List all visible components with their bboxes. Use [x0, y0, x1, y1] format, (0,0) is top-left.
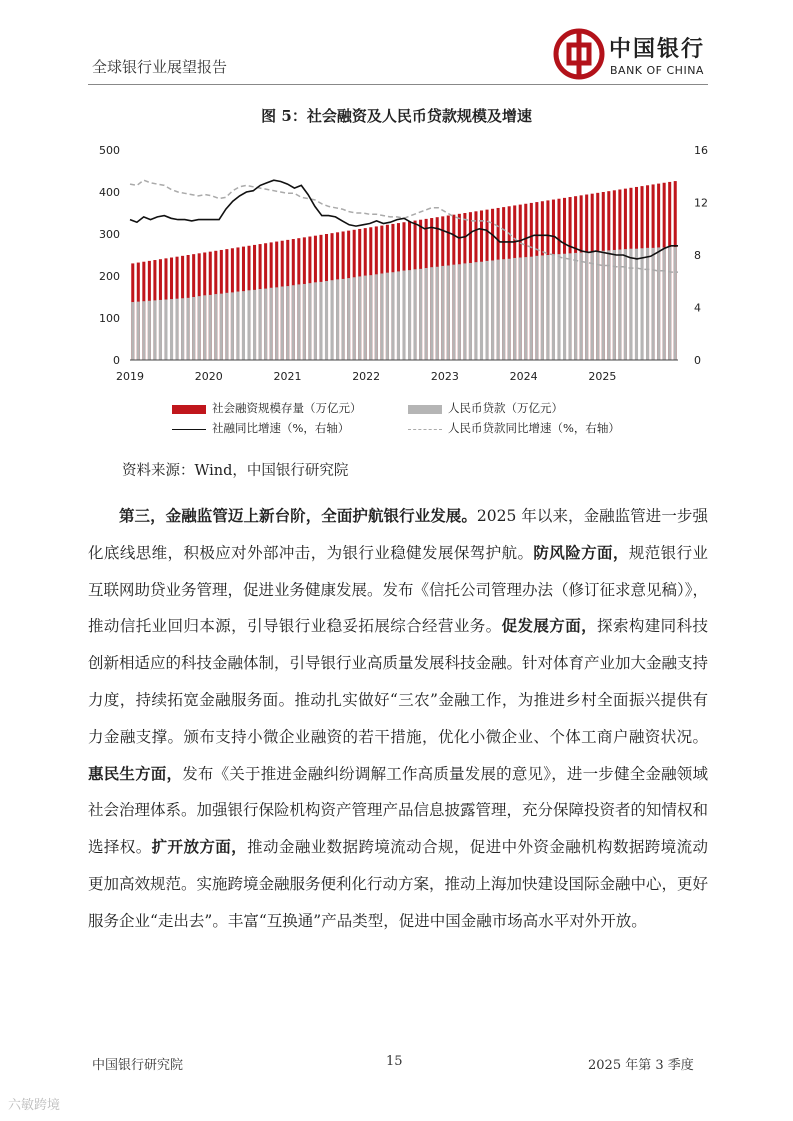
figure-caption: 图 5：社会融资及人民币贷款规模及增速 [261, 107, 532, 125]
loan-bar [319, 282, 322, 360]
loan-bar [469, 263, 472, 360]
x-tick-label: 2022 [352, 370, 381, 383]
loan-bar [668, 247, 671, 360]
loan-bar [563, 254, 566, 360]
loan-bar [281, 287, 284, 361]
loan-bar [203, 295, 206, 360]
y-left-tick-label: 200 [99, 270, 120, 283]
loan-bar [646, 248, 649, 360]
loan-bar [264, 289, 267, 360]
loan-bar [325, 281, 328, 360]
loan-bar [148, 301, 151, 360]
y-right-tick-label: 16 [694, 144, 708, 157]
legend-line-tsf-growth [172, 429, 206, 430]
loan-bar [176, 299, 179, 360]
loan-bar [336, 279, 339, 360]
loan-bar [275, 287, 278, 360]
loan-bar [602, 251, 605, 360]
loan-bar [524, 257, 527, 360]
loan-bar [181, 298, 184, 360]
body-text-3: 探索构建同科技创新相适应的科技金融体制，引导银行业高质量发展科技金融。针对体育产业加大金融支持力度，持续拓宽金融服务面。推动扎实做好“三农”金融工作，为推进乡村全面振兴提供有力金融支撑。颁布支持小微企业融资的若干措施，优化小微企业、个体工商户融资状况。 [88, 617, 709, 746]
loan-bar [247, 290, 250, 360]
loan-bar [580, 252, 583, 360]
x-tick-label: 2025 [588, 370, 617, 383]
loan-bar [447, 266, 450, 361]
report-title: 全球银行业展望报告 [92, 58, 228, 76]
loan-bar [342, 279, 345, 360]
loan-bar [380, 273, 383, 360]
loan-bar [131, 302, 134, 360]
loan-bar [198, 296, 201, 360]
loan-bar [142, 301, 145, 360]
loan-bar [364, 276, 367, 360]
loan-bar [137, 302, 140, 360]
loan-bar [419, 269, 422, 360]
y-left-tick-label: 300 [99, 228, 120, 241]
lead-sentence: 第三，金融监管迈上新台阶，全面护航银行业发展。 [119, 506, 477, 525]
loan-bar [574, 253, 577, 360]
loan-bar [541, 255, 544, 360]
loan-bar [153, 300, 156, 360]
loan-bar [663, 247, 666, 360]
loan-bar [391, 272, 394, 360]
loan-bar [480, 262, 483, 360]
loan-bar [270, 288, 273, 360]
body-text-4: 发布《关于推进金融纠纷调解工作高质量发展的意见》，进一步健全金融领域社会治理体系。加强银行保险机构资产管理产品信息披露管理，充分保障投资者的知情权和选择权。 [88, 764, 709, 857]
legend-item-loan-growth [408, 420, 620, 436]
loan-bar [353, 277, 356, 360]
loan-bar [414, 269, 417, 360]
loan-bar [491, 260, 494, 360]
data-source: 资料来源：Wind，中国银行研究院 [122, 463, 349, 479]
loan-bar [557, 254, 560, 360]
loan-bar [607, 250, 610, 360]
logo-chinese-name: 中国银行 [609, 36, 706, 62]
loan-bar [458, 264, 461, 360]
body-text-5: 推动金融业数据跨境流动合规，促进中外资金融机构数据跨境流动更加高效规范。实施跨境金融服务便利化行动方案，推动上海加快建设国际金融中心，更好服务企业“走出去”。丰富“互换通”产品类型，促进中国金融市场高水平对外开放。 [88, 838, 709, 930]
legend-item-loans [408, 400, 563, 416]
loan-bar [159, 300, 162, 360]
loan-bar [402, 271, 405, 360]
loan-bar [513, 258, 516, 360]
loan-bar [640, 248, 643, 360]
legend-item-tsf-growth [172, 420, 349, 436]
legend-line-loan-growth [408, 429, 442, 430]
loan-bar [220, 294, 223, 360]
loan-bar [519, 258, 522, 360]
loan-bar [347, 278, 350, 360]
legend-swatch-tsf [172, 405, 206, 414]
x-tick-label: 2024 [509, 370, 538, 383]
subheading-livelihood: 惠民生方面， [88, 763, 183, 783]
financing-chart [88, 135, 708, 385]
body-paragraph [88, 498, 708, 940]
y-left-tick-label: 100 [99, 312, 120, 325]
loan-bar [624, 249, 627, 360]
x-tick-label: 2021 [273, 370, 302, 383]
loan-bar [303, 284, 306, 360]
legend-label-tsf: 社会融资规模存量（万亿元） [212, 401, 362, 415]
header-divider [88, 84, 708, 85]
legend-item-tsf [172, 400, 362, 416]
loan-bar [657, 247, 660, 360]
loan-bar [436, 267, 439, 360]
loan-bar [369, 275, 372, 360]
loan-bar [170, 299, 173, 360]
loan-bar [209, 295, 212, 360]
loan-bar [430, 267, 433, 360]
y-left-tick-label: 500 [99, 144, 120, 157]
subheading-opening: 扩开放方面， [151, 837, 248, 857]
loan-bar [214, 294, 217, 360]
loan-bar [314, 282, 317, 360]
footer-period: 2025 年第 3 季度 [588, 1058, 694, 1073]
y-right-tick-label: 4 [694, 301, 701, 315]
loan-bar [164, 300, 167, 360]
loan-bar [497, 260, 500, 360]
loan-bar [408, 270, 411, 360]
bank-logo [553, 26, 713, 82]
y-right-tick-label: 12 [694, 196, 708, 210]
loan-bar [253, 290, 256, 360]
loan-bar [530, 257, 533, 360]
loan-bar [569, 253, 572, 360]
loan-bar [397, 271, 400, 360]
body-text-2: 规范银行业互联网助贷业务管理，促进业务健康发展。发布《信托公司管理办法（修订征求意见稿）》，推动信托业回归本源，引导银行业稳妥拓展综合经营业务。 [88, 543, 709, 636]
x-tick-label: 2023 [430, 370, 459, 383]
loan-bar [425, 268, 428, 360]
loan-bar [535, 256, 538, 360]
legend-label-loan-growth: 人民币贷款同比增速（%，右轴） [448, 421, 620, 435]
loan-bar [452, 265, 455, 360]
loan-bar [585, 252, 588, 360]
loan-bar [629, 249, 632, 360]
legend-label-tsf-growth: 社融同比增速（%，右轴） [212, 421, 350, 435]
loan-bar [259, 289, 262, 360]
footer-org: 中国银行研究院 [92, 1058, 184, 1073]
loan-bar [231, 292, 234, 360]
loan-bar [508, 259, 511, 360]
loan-bar [187, 298, 190, 360]
loan-bar [236, 292, 239, 360]
loan-bar [242, 291, 245, 360]
loan-bar [486, 261, 489, 360]
loan-bar [463, 263, 466, 360]
logo-english-name: BANK OF CHINA [610, 64, 704, 77]
loan-bar [297, 284, 300, 360]
loan-bar [674, 247, 677, 360]
loan-bar [286, 286, 289, 360]
legend-label-loans: 人民币贷款（万亿元） [448, 401, 563, 415]
loan-bar [358, 276, 361, 360]
loan-bar [591, 252, 594, 360]
loan-bar [441, 266, 444, 360]
y-left-tick-label: 400 [99, 186, 120, 199]
loan-bar [635, 249, 638, 360]
loan-bar [552, 255, 555, 360]
body-text-1: 2025 年以来，金融监管进一步强化底线思维，积极应对外部冲击，为银行业稳健发展保驾护航。 [88, 507, 708, 562]
loan-bar [375, 274, 378, 360]
y-right-tick-label: 0 [694, 354, 701, 367]
y-left-tick-label: 0 [113, 354, 120, 367]
loan-bar [225, 293, 228, 360]
loan-bar [474, 262, 477, 360]
loan-bar [308, 283, 311, 360]
loan-bar [386, 273, 389, 360]
page-number: 15 [386, 1054, 403, 1069]
x-tick-label: 2020 [194, 370, 223, 383]
bank-logo-icon [553, 28, 605, 80]
loan-bar [652, 248, 655, 360]
loan-bar [502, 259, 505, 360]
loan-bar [331, 280, 334, 360]
loan-bar [292, 285, 295, 360]
loan-bar [596, 251, 599, 360]
subheading-development: 促发展方面， [501, 616, 598, 636]
legend-swatch-loans [408, 405, 442, 414]
loan-bar [546, 255, 549, 360]
watermark: 六敏跨境 [8, 1098, 61, 1113]
y-right-tick-label: 8 [694, 249, 701, 262]
loan-bar [192, 297, 195, 360]
subheading-risk: 防风险方面， [533, 542, 629, 562]
x-tick-label: 2019 [116, 370, 144, 383]
